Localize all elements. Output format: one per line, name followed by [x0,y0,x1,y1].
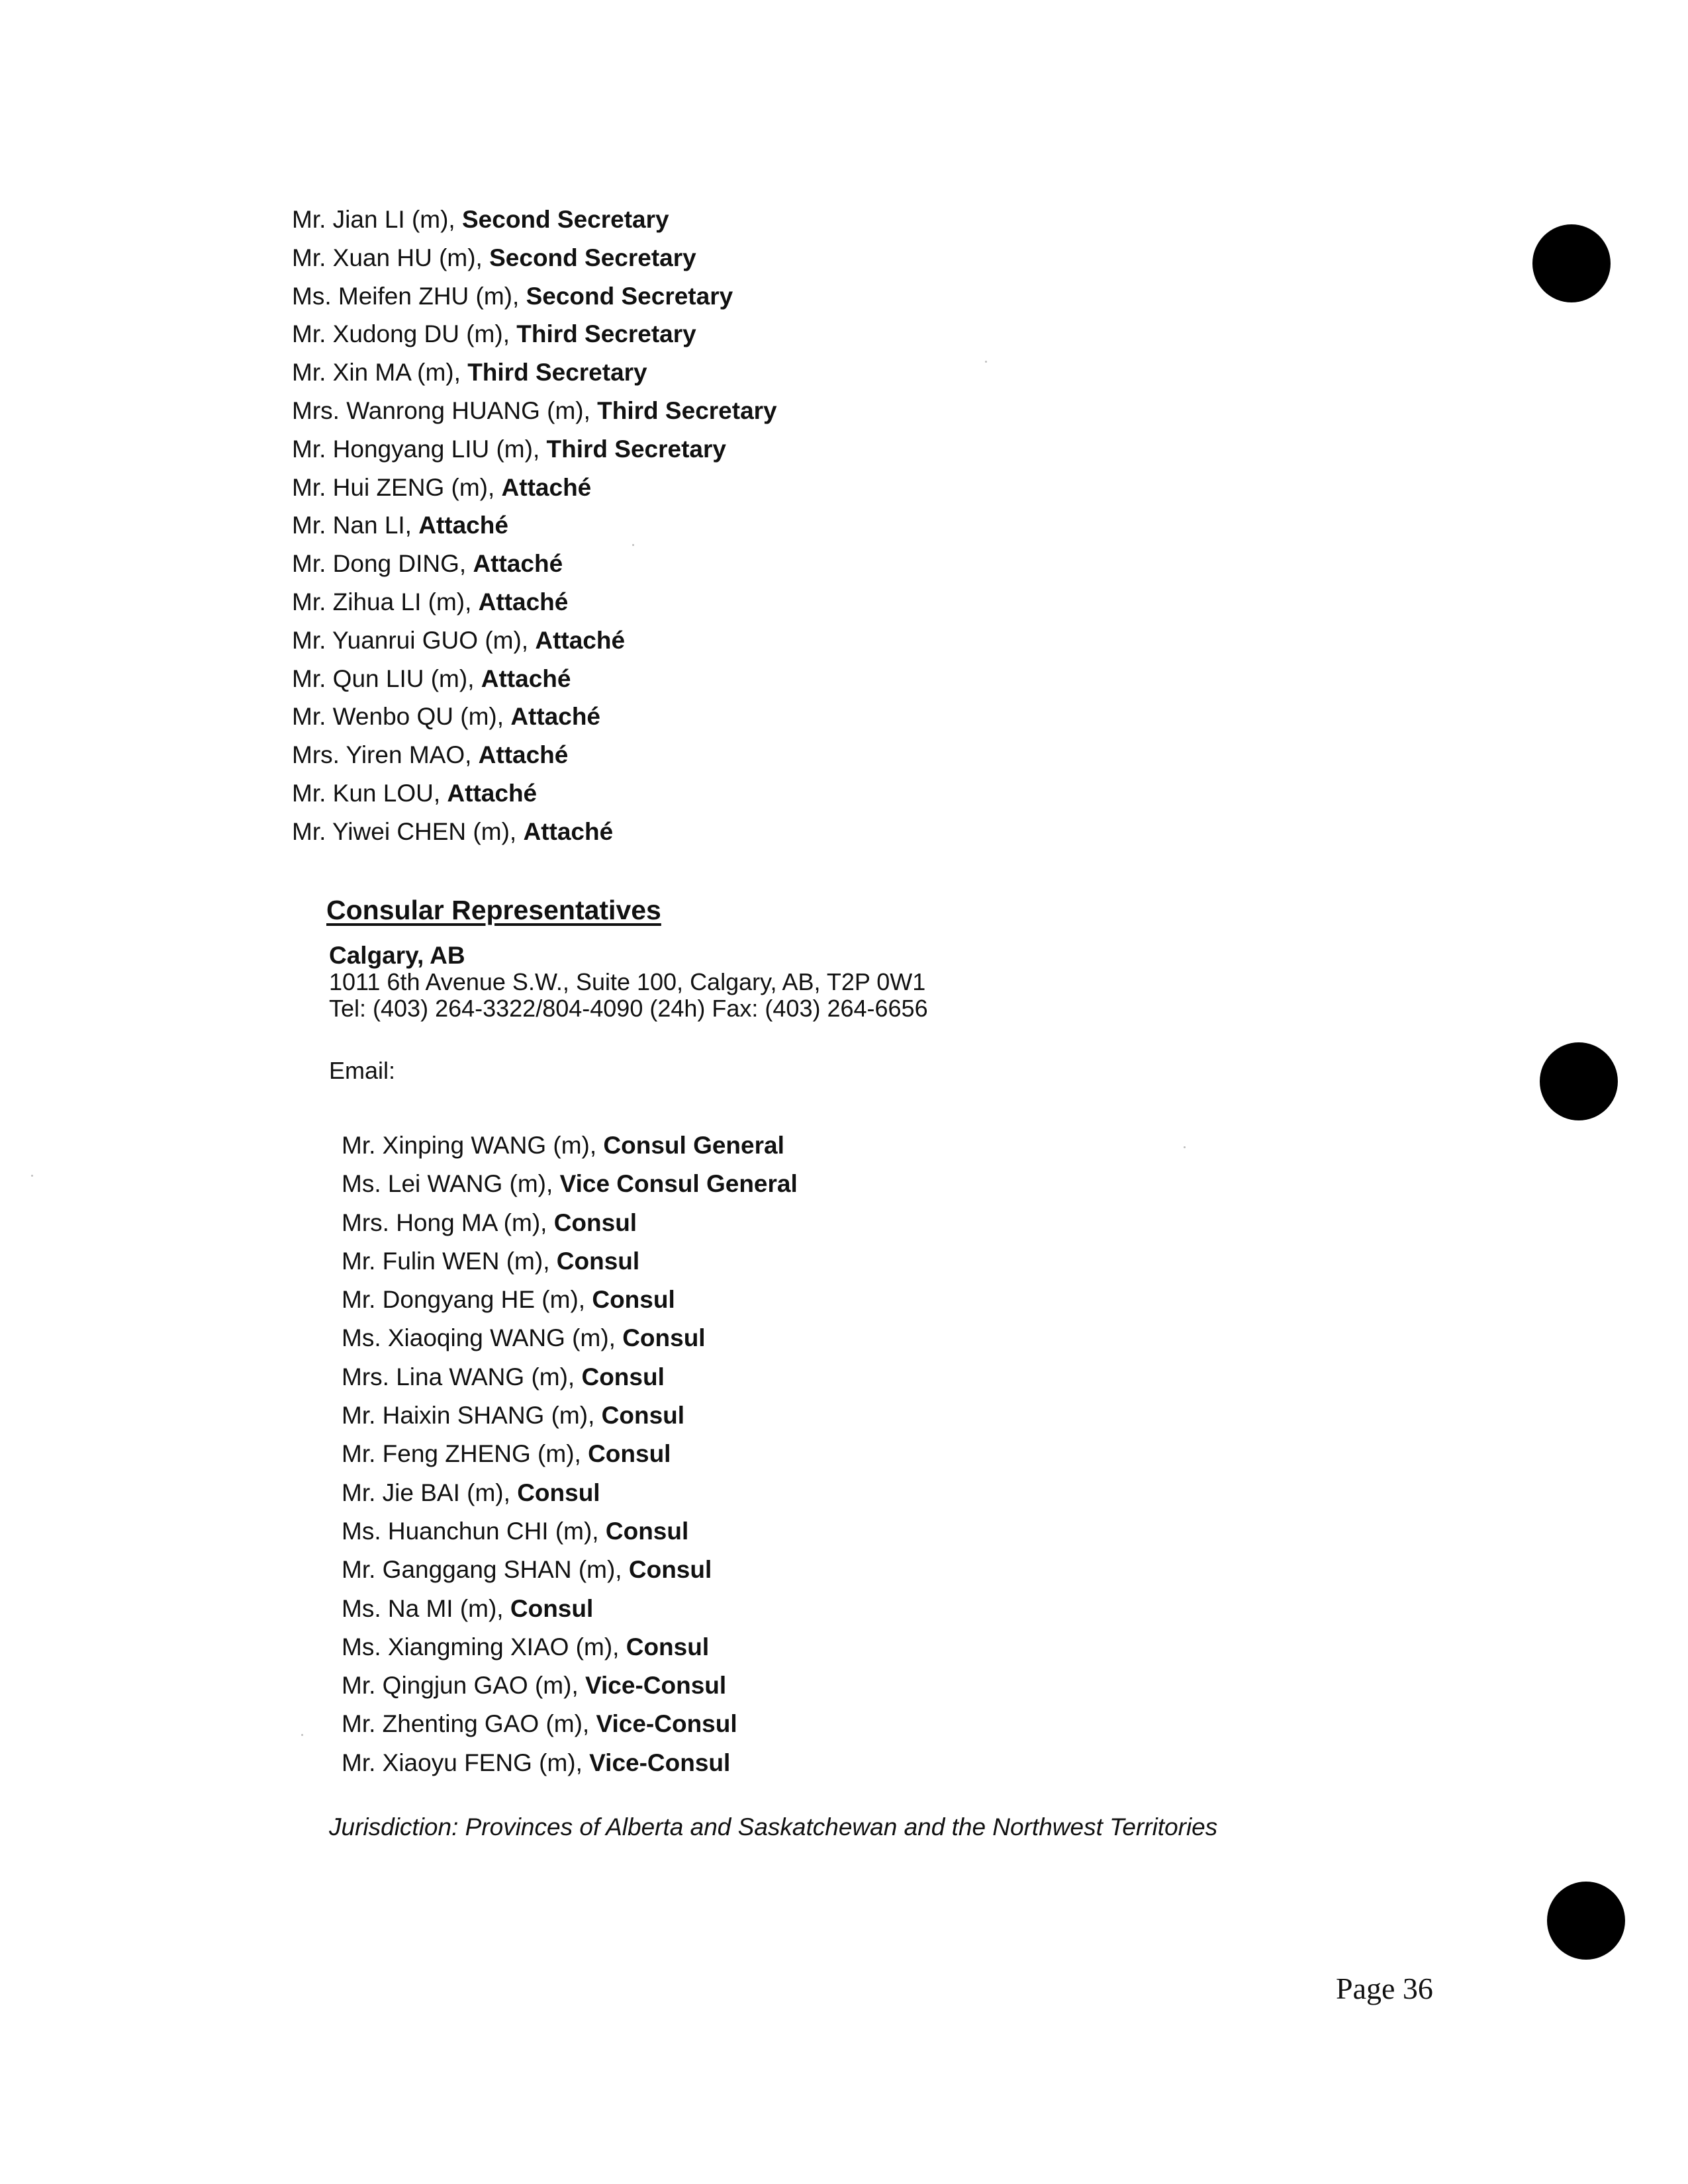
staff-title: Attaché [510,703,601,731]
staff-name: Mr. Xuan HU (m), [292,244,490,271]
staff-name: Mr. Nan LI, [292,512,419,539]
consul-name: Mr. Ganggang SHAN (m), [342,1556,629,1584]
list-item [292,315,777,353]
consul-name: Mr. Zhenting GAO (m), [342,1710,596,1738]
staff-title: Attaché [523,817,614,845]
consul-name: Mr. Xinping WANG (m), [342,1132,604,1159]
staff-name: Mr. Xudong DU (m), [292,320,517,348]
list-item [292,392,777,430]
list-item [342,1165,798,1203]
staff-name: Mrs. Yiren MAO, [292,741,479,769]
list-item [292,430,777,469]
consul-name: Mrs. Hong MA (m), [342,1208,554,1236]
staff-name: Mr. Hongyang LIU (m), [292,435,547,463]
list-item [292,469,777,507]
consul-name: Mr. Xiaoyu FENG (m), [342,1749,590,1776]
staff-title: Third Secretary [516,320,696,348]
list-item [292,774,777,813]
consul-name: Mrs. Lina WANG (m), [342,1363,582,1390]
consul-title: Consul [556,1247,640,1275]
staff-title: Third Secretary [546,435,726,463]
list-item [342,1628,798,1666]
consul-title: Consul [553,1208,637,1236]
list-item [292,621,777,660]
staff-title: Second Secretary [489,244,696,271]
list-item [342,1590,798,1628]
list-item [342,1435,798,1473]
consul-name: Ms. Huanchun CHI (m), [342,1517,606,1545]
punch-hole [1547,1882,1625,1960]
list-item [342,1204,798,1242]
list-item [342,1281,798,1319]
office-address: 1011 6th Avenue S.W., Suite 100, Calgary, AB, T2P 0W1 [329,968,926,995]
list-item [342,1551,798,1589]
list-item [342,1666,798,1705]
consul-title: Vice Consul General [559,1170,798,1198]
list-item [292,698,777,736]
list-item [342,1474,798,1512]
punch-hole [1532,224,1611,302]
staff-name: Ms. Meifen ZHU (m), [292,282,526,310]
scan-speck [301,1734,303,1736]
list-item [342,1705,798,1743]
consul-name: Mr. Haixin SHANG (m), [342,1402,602,1430]
consul-title: Consul [622,1324,706,1352]
staff-title: Attaché [481,664,571,692]
list-item [342,1744,798,1782]
list-item [292,813,777,851]
staff-name: Mr. Yiwei CHEN (m), [292,817,524,845]
list-item [342,1242,798,1281]
list-item [342,1126,798,1165]
consul-name: Mr. Qingjun GAO (m), [342,1672,586,1700]
staff-name: Mr. Jian LI (m), [292,206,462,233]
consul-title: Consul General [603,1132,784,1159]
staff-name: Mr. Yuanrui GUO (m), [292,626,536,654]
list-item [292,583,777,621]
staff-title: Third Secretary [467,359,647,387]
list-item [342,1396,798,1435]
jurisdiction-note: Jurisdiction: Provinces of Alberta and Saskatchewan and the Northwest Territories [329,1813,1218,1841]
consul-title: Consul [510,1594,594,1622]
list-item [292,736,777,774]
section-heading-consular: Consular Representatives [326,895,661,925]
consul-name: Mr. Fulin WEN (m), [342,1247,557,1275]
consul-name: Ms. Lei WANG (m), [342,1170,560,1198]
consul-list [342,1126,798,1782]
staff-list [292,201,777,851]
staff-title: Second Secretary [526,282,733,310]
staff-title: Attaché [473,550,563,578]
list-item [292,201,777,239]
office-email-label: Email: [329,1057,396,1084]
consul-name: Mr. Jie BAI (m), [342,1479,518,1506]
office-phone: Tel: (403) 264-3322/804-4090 (24h) Fax: (403) 264-6656 [329,995,928,1022]
consul-name: Mr. Feng ZHENG (m), [342,1440,588,1468]
consul-title: Vice-Consul [589,1749,731,1776]
list-item [292,506,777,545]
list-item [292,239,777,277]
list-item [292,545,777,583]
consul-title: Consul [581,1363,665,1390]
staff-title: Attaché [478,588,569,615]
office-city: Calgary, AB [329,942,465,969]
staff-title: Second Secretary [461,206,669,233]
consul-title: Consul [588,1440,671,1468]
staff-title: Attaché [418,512,508,539]
list-item [292,277,777,316]
staff-title: Attaché [535,626,626,654]
consul-name: Ms. Na MI (m), [342,1594,510,1622]
office-block [329,942,928,1022]
scan-speck [1184,1146,1186,1148]
staff-name: Mr. Zihua LI (m), [292,588,479,615]
consul-name: Ms. Xiangming XIAO (m), [342,1633,626,1661]
consul-title: Consul [592,1286,675,1314]
consul-title: Consul [605,1517,689,1545]
staff-name: Mr. Hui ZENG (m), [292,473,502,501]
staff-title: Third Secretary [597,396,777,424]
punch-hole [1540,1042,1618,1120]
consul-title: Vice-Consul [585,1672,727,1700]
consul-title: Vice-Consul [596,1710,737,1738]
staff-name: Mr. Kun LOU, [292,779,447,807]
scan-speck [31,1175,33,1177]
staff-title: Attaché [478,741,569,769]
staff-title: Attaché [501,473,592,501]
consul-title: Consul [601,1402,685,1430]
consul-title: Consul [517,1479,600,1506]
staff-name: Mr. Wenbo QU (m), [292,703,511,731]
staff-name: Mr. Xin MA (m), [292,359,468,387]
scan-speck [985,361,987,363]
list-item [342,1358,798,1396]
consul-name: Mr. Dongyang HE (m), [342,1286,592,1314]
staff-name: Mr. Qun LIU (m), [292,664,481,692]
list-item [292,660,777,698]
list-item [342,1512,798,1551]
page-number: Page 36 [1336,1972,1433,2005]
list-item [292,353,777,392]
scan-speck [632,544,634,546]
consul-title: Consul [628,1556,712,1584]
list-item [342,1319,798,1357]
staff-name: Mrs. Wanrong HUANG (m), [292,396,598,424]
staff-title: Attaché [447,779,538,807]
consul-name: Ms. Xiaoqing WANG (m), [342,1324,623,1352]
staff-name: Mr. Dong DING, [292,550,473,578]
consul-title: Consul [626,1633,710,1661]
